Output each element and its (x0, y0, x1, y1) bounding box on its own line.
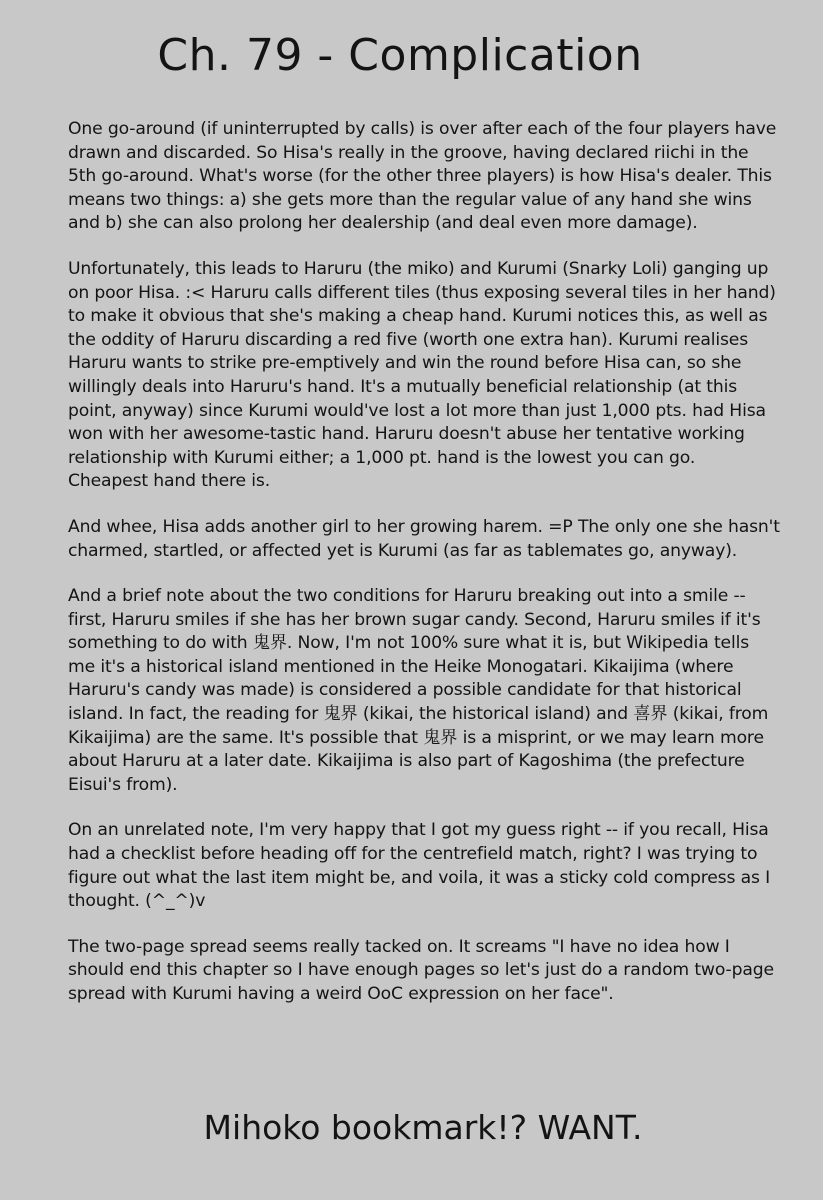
chapter-title: Ch. 79 - Complication (157, 30, 643, 81)
paragraph-checklist: On an unrelated note, I'm very happy that I got my guess right -- if you recall, Hisa had a checklist before heading off for the centrefield match, right? I was trying to figure out what the last item might be, and voila, it was a sticky cold compress as I thought. (^_^)v (68, 820, 771, 912)
paragraph-smile-conditions: And a brief note about the two conditions for Haruru breaking out into a smile -- first, Haruru smiles if she has her brown sugar candy. Second, Haruru smiles if it's something to do with 鬼界. Now, I'm not 100% sure what it is, but Wikipedia tells me it's a historical island mentioned in the Heike Monogatari. Kikaijima (where Haruru's candy was made) is considered a possible candidate for that historical island. In fact, the reading for 鬼界 (kikai, the historical island) and 喜界 (kikai, from Kikaijima) are the same. It's possible that 鬼界 is a misprint, or we may learn more about Haruru at a later date. Kikaijima is also part of Kagoshima (the prefecture Eisui's from). (68, 586, 769, 795)
paragraph-ganging-up: Unfortunately, this leads to Haruru (the miko) and Kurumi (Snarky Loli) ganging up on poor Hisa. :< Haruru calls different tiles (thus exposing several tiles in her hand) to make it obvious that she's making a cheap hand. Kurumi notices this, as well as the oddity of Haruru discarding a red five (worth one extra han). Kurumi realises Haruru wants to strike pre-emptively and win the round before Hisa can, so she willingly deals into Haruru's hand. It's a mutually beneficial relationship (at this point, anyway) since Kurumi would've lost a lot more than just 1,000 pts. had Hisa won with her awesome-tastic hand. Haruru doesn't abuse her tentative working relationship with Kurumi either; a 1,000 pt. hand is the lowest you can go. Cheapest hand there is. (68, 258, 776, 492)
closing-line: Mihoko bookmark!? WANT. (203, 1108, 643, 1147)
paragraph-go-around: One go-around (if uninterrupted by calls) is over after each of the four players have drawn and discarded. So Hisa's really in the groove, having declared riichi in the 5th go-around. What's worse (for the other three players) is how Hisa's dealer. This means two things: a) she gets more than the regular value of any hand she wins and b) she can also prolong her dealership (and deal even more damage). (68, 119, 777, 234)
notes-body (68, 118, 780, 1029)
paragraph-harem: And whee, Hisa adds another girl to her growing harem. =P The only one she hasn't charmed, startled, or affected yet is Kurumi (as far as tablemates go, anyway). (68, 516, 780, 561)
paragraph-two-page-spread: The two-page spread seems really tacked on. It screams "I have no idea how I should end this chapter so I have enough pages so let's just do a random two-page spread with Kurumi having a weird OoC expression on her face". (68, 936, 774, 1004)
